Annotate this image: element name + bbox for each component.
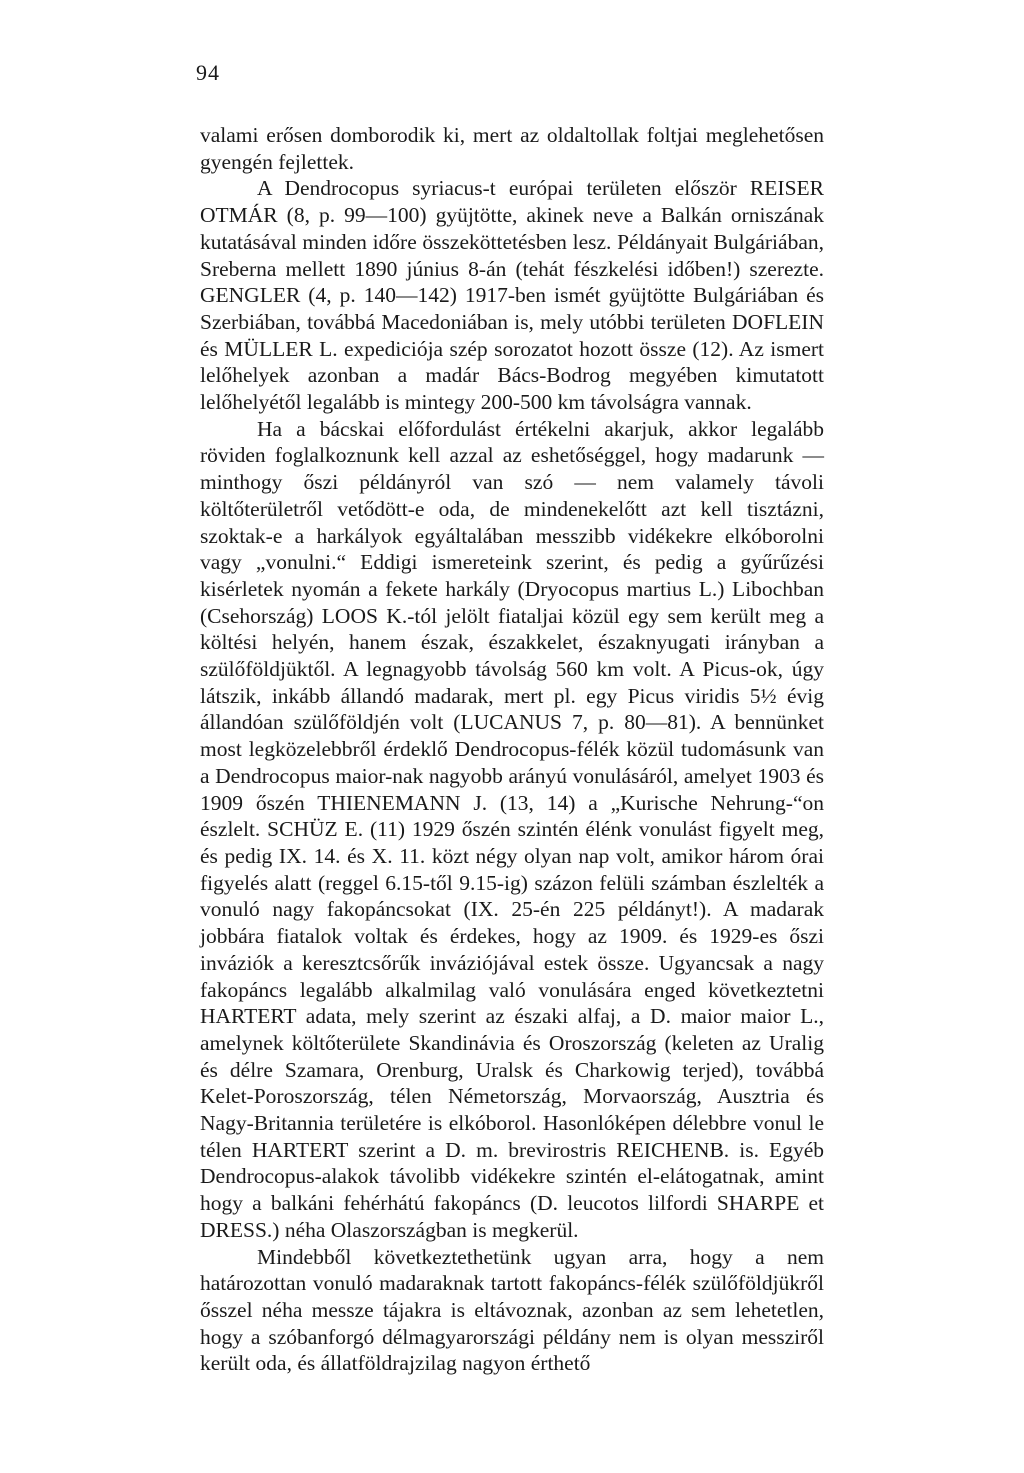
paragraph-4: Mindebből következtethetünk ugyan arra, hogy a nem határozottan vonuló madaraknak tartott fakopáncs-félék szülőföldjükről ősszel néha messze tájakra is eltávoznak, azonban az sem lehetetlen, hogy a szóbanforgó délmagyarországi példány nem is olyan messziről került oda, és állatföldrajzilag nagyon érthető	[200, 1244, 824, 1376]
paragraph-3: Ha a bácskai előfordulást értékelni akarjuk, akkor legalább röviden foglalkoznunk kell azzal az eshetőséggel, hogy madarunk — minthogy őszi példányról van szó — nem valamely távoli költőterületről vetődött-e oda, de mindenekelőtt azt kell tisztázni, szoktak-e a harkályok egyáltalában messzibb vidékekre elkóborolni vagy „vonulni.“ Eddigi ismereteink szerint, és pedig a gyűrűzési kisérletek nyomán a fekete harkály (Dryocopus martius L.) Libochban (Csehország) LOOS K.-tól jelölt fiataljai közül egy sem került meg a költési helyén, hanem észak, északkelet, északnyugati irányban a szülőföldjüktől. A legnagyobb távolság 560 km volt. A Picus-ok, úgy látszik, inkább állandó madarak, mert pl. egy Picus viridis 5½ évig állandóan szülőföldjén volt (LUCANUS 7, p. 80—81). A bennünket most legközelebbről érdeklő Dendrocopus-félék közül tudomásunk van a Dendrocopus maior-nak nagyobb arányú vonulásáról, amelyet 1903 és 1909 őszén THIENEMANN J. (13, 14) a „Kurische Nehrung-“on észlelt. SCHÜZ E. (11) 1929 őszén szintén élénk vonulást figyelt meg, és pedig IX. 14. és X. 11. közt négy olyan nap volt, amikor három órai figyelés alatt (reggel 6.15-től 9.15-ig) százon felüli számban észlelték a vonuló nagy fakopáncsokat (IX. 25-én 225 példányt!). A madarak jobbára fiatalok voltak és érdekes, hogy az 1909. és 1929-es őszi inváziók a keresztcsőrűk inváziójával estek össze. Ugyancsak a nagy fakopáncs legalább alkalmilag való vonulására enged következtetni HARTERT adata, mely szerint az északi alfaj, a D. maior maior L., amelynek költőterülete Skandinávia és Oroszország (keleten az Uralig és délre Szamara, Orenburg, Uralsk és Charkowig terjed), továbbá Kelet-Poroszország, télen Németország, Morvaország, Ausztria és Nagy-Britannia területére is elkóborol. Hasonlóképen délebbre vonul le télen HARTERT szerint a D. m. brevirostris REICHENB. is. Egyéb Dendrocopus-alakok távolibb vidékekre szintén el-elátogatnak, amint hogy a balkáni fehérhátú fakopáncs (D. leucotos lilfordi SHARPE et DRESS.) néha Olaszországban is megkerül.	[200, 416, 824, 1242]
page-number: 94	[196, 60, 220, 85]
paragraph-1: valami erősen domborodik ki, mert az oldaltollak foltjai meglehetősen gyengén fejlettek.	[200, 123, 824, 174]
body-text	[200, 122, 824, 1377]
paragraph-2: A Dendrocopus syriacus-t európai területen először REISER OTMÁR (8, p. 99—100) gyüjtötte, akinek neve a Balkán orniszának kutatásával minden időre összeköttetésben lesz. Példányait Bulgáriában, Sreberna mellett 1890 június 8-án (tehát fészkelési időben!) szerezte. GENGLER (4, p. 140—142) 1917-ben ismét gyüjtötte Bulgáriában és Szerbiában, továbbá Macedoniában is, mely utóbbi területen DOFLEIN és MÜLLER L. expediciója szép sorozatot hozott össze (12). Az ismert lelőhelyek azonban a madár Bács-Bodrog megyében kimutatott lelőhelyétől legalább is mintegy 200-500 km távolságra vannak.	[200, 176, 824, 415]
